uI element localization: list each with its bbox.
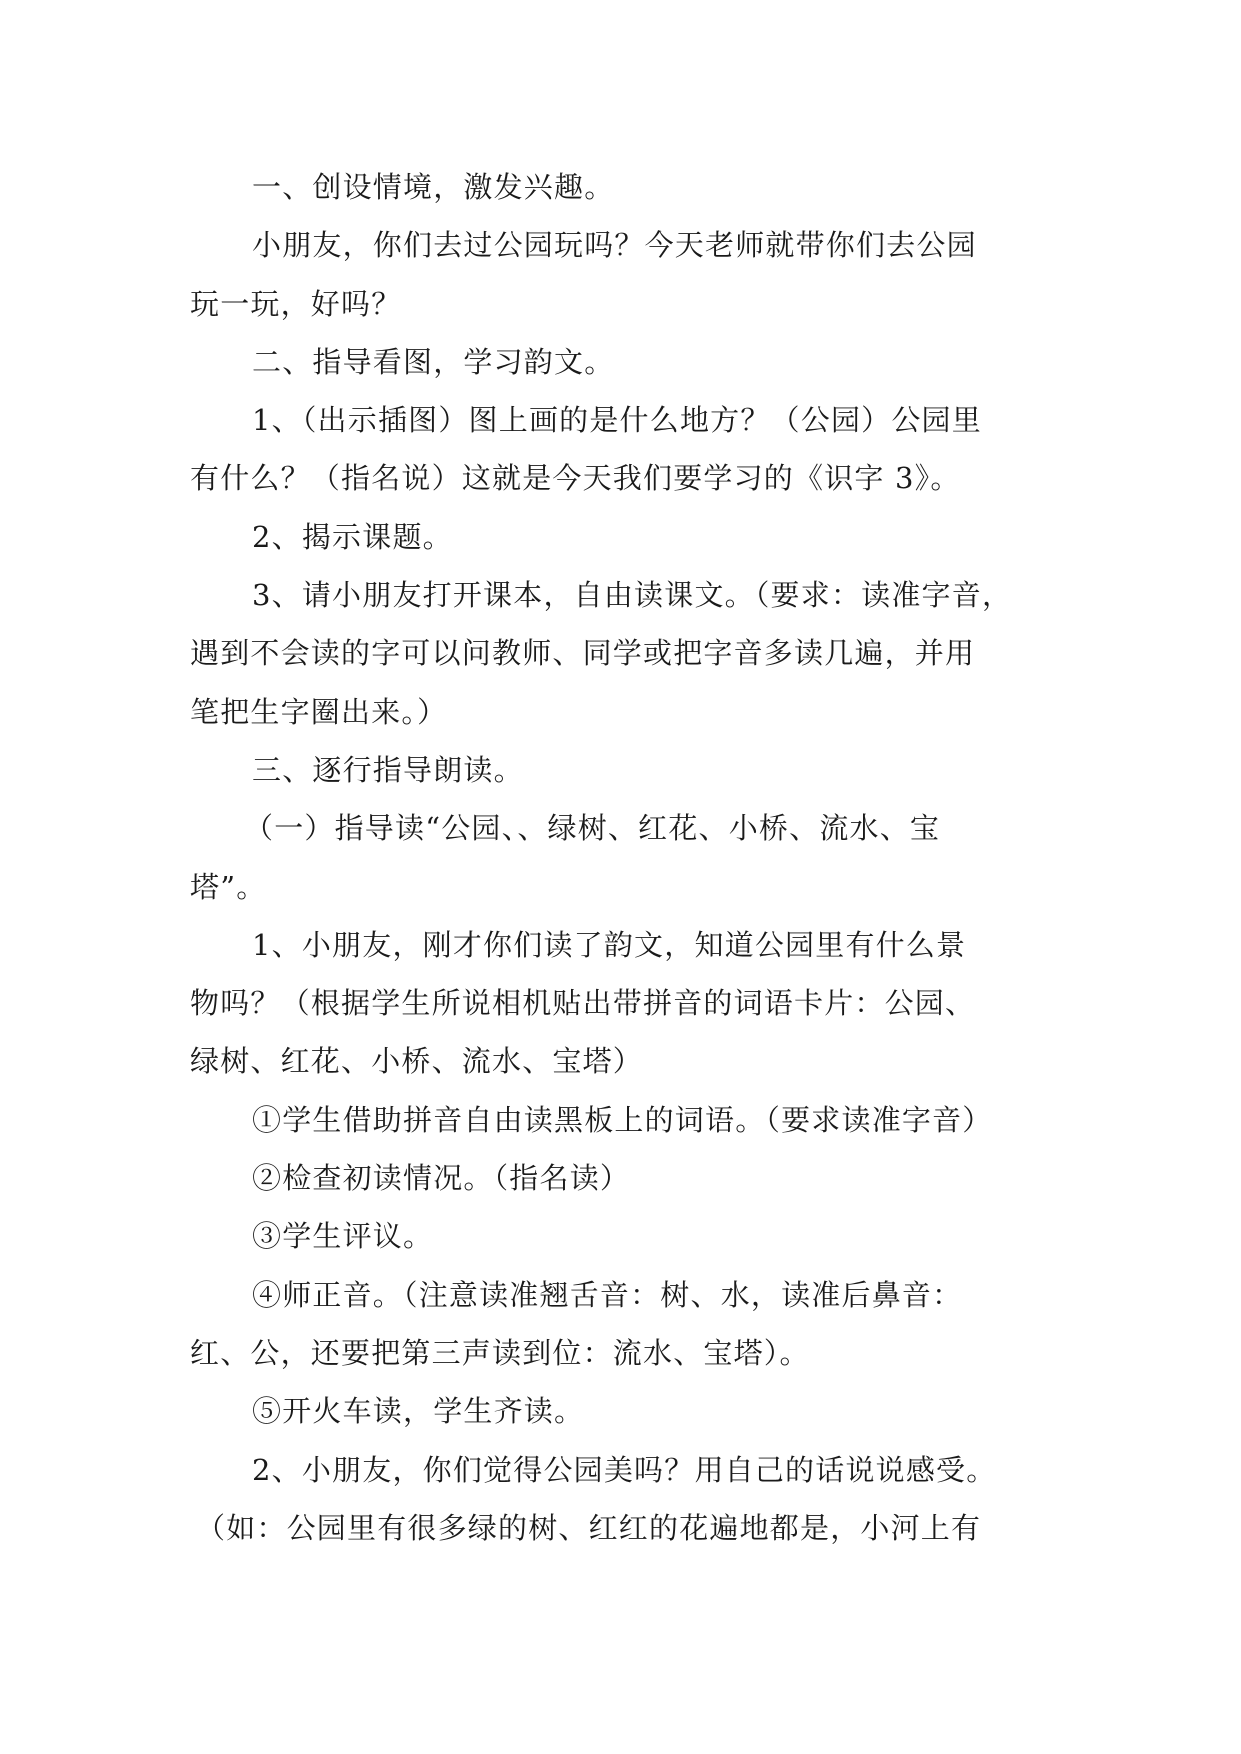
paragraph-line: 1、（出示插图）图上画的是什么地方？（公园）公园里 [252,403,982,438]
list-item: ④师正音。（注意读准翘舌音：树、水，读准后鼻音： [252,1277,963,1312]
paragraph-line: 物吗？（根据学生所说相机贴出带拼音的词语卡片：公园、 [190,986,976,1021]
paragraph-line: 玩一玩，好吗？ [190,286,402,321]
document-body [190,158,1050,1557]
paragraph-line: 3、请小朋友打开课本，自由读课文。（要求：读准字音， [252,578,1013,613]
paragraph-line: 笔把生字圈出来。） [190,694,448,729]
list-item: ②检查初读情况。（指名读） [252,1161,631,1196]
paragraph-line: 1、小朋友，刚才你们读了韵文，知道公园里有什么景 [252,927,967,962]
list-item: ⑤开火车读，学生齐读。 [252,1394,585,1429]
list-item: ①学生借助拼音自由读黑板上的词语。（要求读准字音） [252,1102,993,1137]
section-heading-1: 一、创设情境，激发兴趣。 [252,170,615,204]
paragraph-line: 塔”。 [190,869,267,904]
paragraph-line: 小朋友，你们去过公园玩吗？今天老师就带你们去公园 [252,228,977,263]
paragraph-line: 2、揭示课题。 [252,519,453,554]
paragraph-line: 遇到不会读的字可以问教师、同学或把字音多读几遍，并用 [190,636,976,671]
paragraph-line: （如：公园里有很多绿的树、红红的花遍地都是，小河上有 [196,1510,982,1545]
subsection-heading: （一）指导读“公园、、绿树、红花、小桥、流水、宝 [244,811,941,846]
section-heading-3: 三、逐行指导朗读。 [252,752,524,787]
paragraph-line: 红、公，还要把第三声读到位：流水、宝塔）。 [190,1335,810,1370]
paragraph-line: 有什么？（指名说）这就是今天我们要学习的《识字 3》。 [190,461,961,496]
paragraph-line: 2、小朋友，你们觉得公园美吗？用自己的话说说感受。 [252,1452,997,1487]
paragraph-line: 绿树、红花、小桥、流水、宝塔） [190,1044,644,1079]
list-item: ③学生评议。 [252,1219,434,1254]
section-heading-2: 二、指导看图，学习韵文。 [252,344,615,379]
